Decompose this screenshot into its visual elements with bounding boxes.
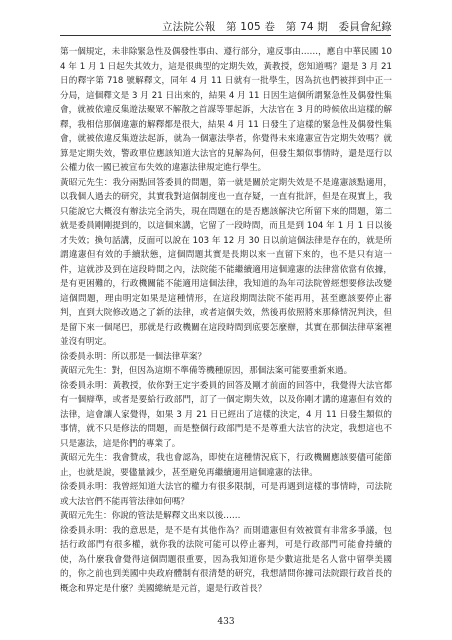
paragraph: 徐委員永明：我曾經知道大法官的權力有很多限制，可是再遇到這樣的事情時，司法院或大法官們不能再管法律如何嗎？ (60, 482, 392, 507)
paragraph: 第一個規定，未非除緊急性及偶發性事由、遵行部分，違反事由……，應自中華民國 104 年 1 月 1 日起失其效力，這是很典型的定期失效，黃教授，您知道嗎？還是 3 月 21 日的釋字第 718 號解釋文，同年 4 月 11 日就有一批學生，因為抗也們被拌到中正一分局，這個釋文是 3 月 21 日出來的，結果 4 月 11 日因生這個所謂緊急性及偶發性集會，就被依違反集遊法聚眾不解散之首謀等罪起訴，大法官在 3 月的時候依出這樣的解釋，我相信那個違憲的解釋都是很大，結果 4 月 11 日發生了這樣的緊急性及偶發性集會，就被依違反集遊法起訴，就為一個憲法學者，你覺得未來違憲宣告定期失效嗎？就算是定期失效，警政單位應該知道大法官的見解為何，但發生類似事情時，還是逕行以公權力依一國已被宣布失效的違憲法律規定進行學生。 (60, 47, 392, 173)
paragraph: 黃昭元先生：你說的管法是解釋文出來以後…… (60, 511, 241, 521)
paragraph: 黃昭元先生：對，但因為這期不準備等機種原因，那個法案可能要重新來過。 (60, 366, 353, 376)
volume-number: 第 105 卷 (226, 21, 276, 33)
page-number: 433 (217, 617, 235, 627)
publication-name: 立法院公報 (161, 21, 216, 33)
transcript-body (60, 45, 392, 596)
section-name: 委員會紀錄 (338, 21, 392, 33)
paragraph: 徐委員永明：黃教授，依你對王定宇委員的回答及剛才前面的回答中，我覺得大法官都有一個辯準，或者是要給行政部門，訂了一個定期失效，以及你剛才講的違憲但有效的法律，這會讓人家覺得，如果 3 月 21 日已經出了這樣的決定，4 月 11 日發生類似的事情，就不只是修法的問題，而是整個行政部門是不是尊重大法官的決定，我想這也不只是憲法，這是你們的專業了。 (60, 380, 392, 449)
header-rule (60, 35, 391, 36)
issue-number: 第 74 期 (285, 21, 328, 33)
running-header (0, 19, 392, 34)
paragraph: 徐委員永明：我的意思是，是不是有其他作為？而則遣憲但有效被質有非常多爭議，包括行政部門有很多權，就你我的法院可能可以停止審判，可是行政部門可能會持續的使，為什麼我會覺得這個問題很重要，因為我知道你是少數這批是名人當中留學美國的，你之前也到美國中央政府體制有很清楚的研究，我想請問你據司法院跟行政首長的概念和界定是什麼？美國總統是元首，還是行政首長？ (60, 525, 392, 594)
paragraph: 徐委員永明：所以那是一個法律草案？ (60, 351, 207, 362)
paragraph: 黃昭元先生：我分兩點回答委員的問題，第一就是關於定期失效是不是違憲該點適用，以我個人過去的研究，其實我對這個制度也一直存疑，一直有批評，但是在現實上，我只能說它大概沒有辦法完全消失，現在問題在的是否應該解決它所留下來的問題，第二就是委員剛剛提到的，以這個來講，它留了一段時間，而且是到 104 年 1 月 1 日以後才失效；換句話講，反面可以說在 103 年 12 月 30 日以前這個法律是存在的，就是所謂違憲但有效的手續狀態，這個問題其實是長期以來一直留下來的，也不是只有這一件，這就涉及到在這段時間之內，法院能不能繼續適用這個違憲的法律當依當有依據，是有更困難的，行政機關能不能適用這個法律，我知道的為年司法院曾經想要修法改變這個問題，理由明定如果是這種情形，在這段期間法院不能再用，甚至應該要停止審判，直到大院修改過之了新的法律，或者這個失效，然後再依照將來那條情況判決，但是留下來一個尾巴，那就是行政機關在這段時間到底要怎麼辦，其實在那個法律草案裡並沒有明定。 (60, 177, 392, 347)
paragraph: 黃昭元先生：我會贊成，我也會認為，即使在這種情況底下，行政機關應該要儘可能節止，也就是說，要儘量減少，甚至避免再繼續適用這個違憲的法律。 (60, 453, 392, 478)
